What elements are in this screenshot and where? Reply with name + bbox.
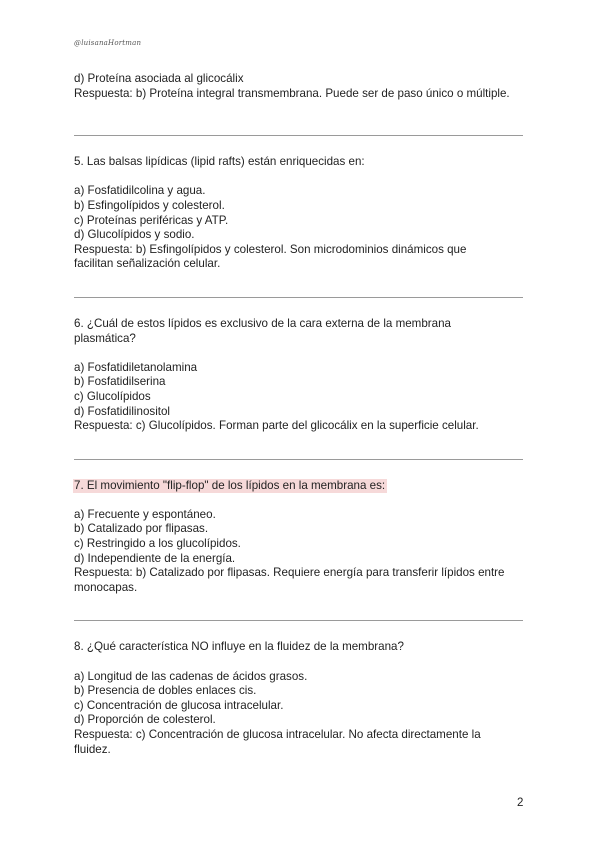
option-a: a) Fosfatidilcolina y agua. [74, 184, 206, 198]
option-a: a) Fosfatidiletanolamina [74, 360, 198, 374]
option-d: d) Independiente de la energía. [74, 551, 236, 565]
answer-text-continued: fluidez. [74, 742, 111, 756]
option-a: a) Frecuente y espontáneo. [74, 507, 216, 521]
option-d: d) Proporción de colesterol. [74, 713, 216, 727]
answer-text: Respuesta: b) Catalizado por flipasas. Requiere energía para transferir lípidos entre [74, 566, 505, 580]
document-body [74, 72, 526, 757]
option-c: c) Glucolípidos [74, 389, 151, 403]
previous-question-tail [74, 72, 526, 101]
answer-text-continued: monocapas. [74, 580, 138, 594]
question-5 [74, 155, 526, 272]
option-b: b) Presencia de dobles enlaces cis. [74, 684, 257, 698]
answer-text-continued: facilitan señalización celular. [74, 257, 221, 271]
question-text: 6. ¿Cuál de estos lípidos es exclusivo de la cara externa de la membrana [74, 316, 451, 330]
question-8 [74, 640, 526, 757]
answer-text: Respuesta: b) Proteína integral transmembrana. Puede ser de paso único o múltiple. [74, 86, 510, 100]
option-a: a) Longitud de las cadenas de ácidos grasos. [74, 669, 308, 683]
option-d: d) Proteína asociada al glicocálix [74, 72, 244, 85]
author-signature: @luisanaHortman [74, 39, 142, 47]
highlighted-question-text: 7. El movimiento "flip-flop" de los lípidos en la membrana es: [74, 478, 386, 492]
question-text: 5. Las balsas lipídicas (lipid rafts) están enriquecidas en: [74, 155, 365, 169]
option-d: d) Glucolípidos y sodio. [74, 228, 195, 242]
question-7 [74, 479, 526, 596]
option-c: c) Concentración de glucosa intracelular. [74, 698, 284, 712]
option-b: b) Esfingolípidos y colesterol. [74, 198, 225, 212]
question-6 [74, 317, 526, 434]
answer-text: Respuesta: b) Esfingolípidos y colesterol. Son microdominios dinámicos que [74, 242, 467, 256]
question-text: 8. ¿Qué característica NO influye en la fluidez de la membrana? [74, 640, 404, 654]
option-b: b) Fosfatidilserina [74, 375, 166, 389]
answer-text: Respuesta: c) Concentración de glucosa intracelular. No afecta directamente la [74, 728, 481, 741]
option-d: d) Fosfatidilinositol [74, 404, 171, 418]
option-c: c) Restringido a los glucolípidos. [74, 537, 241, 551]
question-text-continued: plasmática? [74, 331, 136, 345]
option-b: b) Catalizado por flipasas. [74, 522, 209, 536]
answer-text: Respuesta: c) Glucolípidos. Forman parte del glicocálix en la superficie celular. [74, 419, 479, 433]
page-number: 2 [517, 797, 524, 809]
option-c: c) Proteínas periféricas y ATP. [74, 213, 229, 227]
